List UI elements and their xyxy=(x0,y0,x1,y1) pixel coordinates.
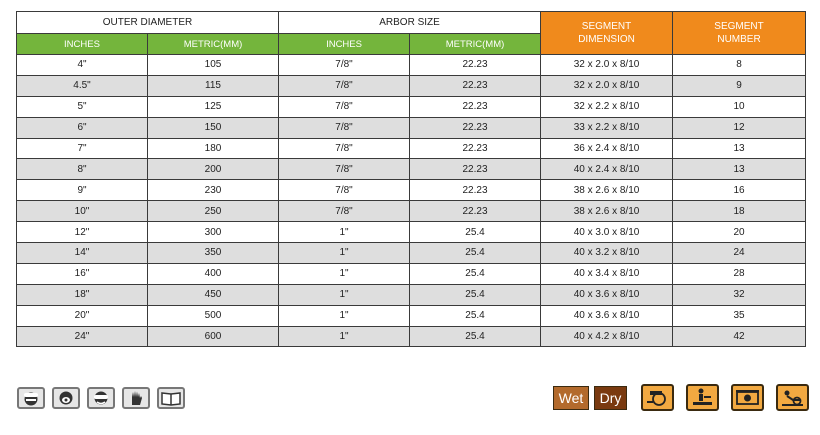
cell-od-inches: 20" xyxy=(17,305,148,326)
header-segment-number-line1: SEGMENT xyxy=(714,21,764,32)
table-row xyxy=(17,180,806,201)
cell-segment-number: 42 xyxy=(673,326,806,347)
header-segment-number-line2: NUMBER xyxy=(717,34,761,45)
table-row xyxy=(17,138,806,159)
cell-arbor-metric: 22.23 xyxy=(410,96,541,117)
cell-arbor-inches: 1" xyxy=(279,222,410,243)
table-row xyxy=(17,222,806,243)
cell-arbor-metric: 22.23 xyxy=(410,75,541,96)
header-segment-dimension-line1: SEGMENT xyxy=(581,21,632,32)
cell-segment-dimension: 40 x 3.6 x 8/10 xyxy=(541,305,673,326)
table-saw-icon xyxy=(731,384,764,411)
cell-segment-number: 28 xyxy=(673,263,806,284)
hard-hat-icon xyxy=(17,387,45,409)
cell-od-inches: 18" xyxy=(17,284,148,305)
table-row xyxy=(17,117,806,138)
cell-segment-dimension: 32 x 2.0 x 8/10 xyxy=(541,55,673,76)
cell-segment-dimension: 40 x 2.4 x 8/10 xyxy=(541,159,673,180)
cell-arbor-metric: 22.23 xyxy=(410,55,541,76)
angle-grinder-icon xyxy=(641,384,674,411)
cell-arbor-metric: 22.23 xyxy=(410,138,541,159)
safety-icons xyxy=(17,387,185,409)
cell-od-metric: 300 xyxy=(148,222,279,243)
cell-od-inches: 16" xyxy=(17,263,148,284)
cell-od-metric: 115 xyxy=(148,75,279,96)
cell-arbor-inches: 7/8" xyxy=(279,180,410,201)
cell-arbor-inches: 1" xyxy=(279,243,410,264)
cell-arbor-inches: 1" xyxy=(279,263,410,284)
manual-book-icon xyxy=(157,387,185,409)
cell-segment-number: 8 xyxy=(673,55,806,76)
header-outer-diameter: OUTER DIAMETER xyxy=(17,12,279,34)
hand-saw-operator-icon xyxy=(686,384,719,411)
header-arbor-size: ARBOR SIZE xyxy=(279,12,541,34)
cell-od-inches: 12" xyxy=(17,222,148,243)
cell-od-inches: 10" xyxy=(17,201,148,222)
table-row xyxy=(17,284,806,305)
header-segment-dimension xyxy=(541,12,673,55)
table-row xyxy=(17,243,806,264)
cell-arbor-metric: 22.23 xyxy=(410,201,541,222)
cell-od-inches: 9" xyxy=(17,180,148,201)
cell-segment-dimension: 36 x 2.4 x 8/10 xyxy=(541,138,673,159)
cell-arbor-metric: 25.4 xyxy=(410,305,541,326)
cell-segment-dimension: 40 x 3.2 x 8/10 xyxy=(541,243,673,264)
cell-od-metric: 125 xyxy=(148,96,279,117)
cell-segment-number: 13 xyxy=(673,159,806,180)
cell-arbor-metric: 22.23 xyxy=(410,159,541,180)
cell-od-metric: 500 xyxy=(148,305,279,326)
table-row xyxy=(17,201,806,222)
cell-od-inches: 7" xyxy=(17,138,148,159)
safety-goggles-icon xyxy=(87,387,115,409)
cell-segment-dimension: 40 x 3.0 x 8/10 xyxy=(541,222,673,243)
table-body xyxy=(17,55,806,347)
cell-segment-dimension: 33 x 2.2 x 8/10 xyxy=(541,117,673,138)
cell-od-metric: 200 xyxy=(148,159,279,180)
cell-arbor-metric: 25.4 xyxy=(410,326,541,347)
cell-od-inches: 4.5" xyxy=(17,75,148,96)
usage-icons xyxy=(553,384,809,411)
cell-od-metric: 600 xyxy=(148,326,279,347)
cell-arbor-metric: 25.4 xyxy=(410,263,541,284)
cell-od-metric: 230 xyxy=(148,180,279,201)
cell-arbor-inches: 7/8" xyxy=(279,138,410,159)
cell-od-inches: 4" xyxy=(17,55,148,76)
cell-segment-number: 9 xyxy=(673,75,806,96)
cell-segment-number: 16 xyxy=(673,180,806,201)
cell-segment-dimension: 40 x 4.2 x 8/10 xyxy=(541,326,673,347)
cell-segment-number: 10 xyxy=(673,96,806,117)
table-row xyxy=(17,263,806,284)
cell-arbor-inches: 1" xyxy=(279,305,410,326)
cell-segment-number: 35 xyxy=(673,305,806,326)
table-row xyxy=(17,96,806,117)
cell-od-inches: 5" xyxy=(17,96,148,117)
cell-segment-dimension: 32 x 2.0 x 8/10 xyxy=(541,75,673,96)
cell-segment-number: 13 xyxy=(673,138,806,159)
header-segment-dimension-line2: DIMENSION xyxy=(578,34,635,45)
subheader-od-metric: METRIC(MM) xyxy=(148,34,279,55)
header-segment-number xyxy=(673,12,806,55)
floor-saw-icon xyxy=(776,384,809,411)
wet-cutting-badge: Wet xyxy=(553,386,589,410)
cell-od-metric: 250 xyxy=(148,201,279,222)
cell-segment-dimension: 40 x 3.6 x 8/10 xyxy=(541,284,673,305)
cell-od-metric: 450 xyxy=(148,284,279,305)
cell-od-metric: 350 xyxy=(148,243,279,264)
spec-table xyxy=(16,11,806,347)
dust-mask-icon xyxy=(52,387,80,409)
table-row xyxy=(17,159,806,180)
cell-arbor-inches: 7/8" xyxy=(279,159,410,180)
subheader-arbor-metric: METRIC(MM) xyxy=(410,34,541,55)
gloves-icon xyxy=(122,387,150,409)
cell-arbor-metric: 22.23 xyxy=(410,117,541,138)
cell-arbor-inches: 7/8" xyxy=(279,201,410,222)
cell-od-inches: 6" xyxy=(17,117,148,138)
cell-od-metric: 400 xyxy=(148,263,279,284)
cell-arbor-metric: 25.4 xyxy=(410,284,541,305)
cell-arbor-inches: 7/8" xyxy=(279,55,410,76)
cell-arbor-inches: 7/8" xyxy=(279,96,410,117)
cell-segment-number: 12 xyxy=(673,117,806,138)
cell-segment-number: 20 xyxy=(673,222,806,243)
table-row xyxy=(17,75,806,96)
cell-arbor-metric: 22.23 xyxy=(410,180,541,201)
cell-segment-dimension: 38 x 2.6 x 8/10 xyxy=(541,180,673,201)
dry-cutting-badge: Dry xyxy=(594,386,627,410)
subheader-arbor-inches: INCHES xyxy=(279,34,410,55)
cell-od-inches: 14" xyxy=(17,243,148,264)
cell-od-metric: 180 xyxy=(148,138,279,159)
table-row xyxy=(17,326,806,347)
cell-segment-dimension: 40 x 3.4 x 8/10 xyxy=(541,263,673,284)
cell-segment-number: 24 xyxy=(673,243,806,264)
cell-od-inches: 24" xyxy=(17,326,148,347)
cell-arbor-inches: 7/8" xyxy=(279,117,410,138)
cell-segment-number: 18 xyxy=(673,201,806,222)
cell-od-inches: 8" xyxy=(17,159,148,180)
cell-segment-number: 32 xyxy=(673,284,806,305)
cell-arbor-inches: 7/8" xyxy=(279,75,410,96)
cell-arbor-metric: 25.4 xyxy=(410,243,541,264)
cell-segment-dimension: 32 x 2.2 x 8/10 xyxy=(541,96,673,117)
table-row xyxy=(17,305,806,326)
cell-arbor-inches: 1" xyxy=(279,284,410,305)
cell-od-metric: 150 xyxy=(148,117,279,138)
cell-arbor-inches: 1" xyxy=(279,326,410,347)
cell-segment-dimension: 38 x 2.6 x 8/10 xyxy=(541,201,673,222)
cell-od-metric: 105 xyxy=(148,55,279,76)
subheader-od-inches: INCHES xyxy=(17,34,148,55)
table-row xyxy=(17,55,806,76)
cell-arbor-metric: 25.4 xyxy=(410,222,541,243)
